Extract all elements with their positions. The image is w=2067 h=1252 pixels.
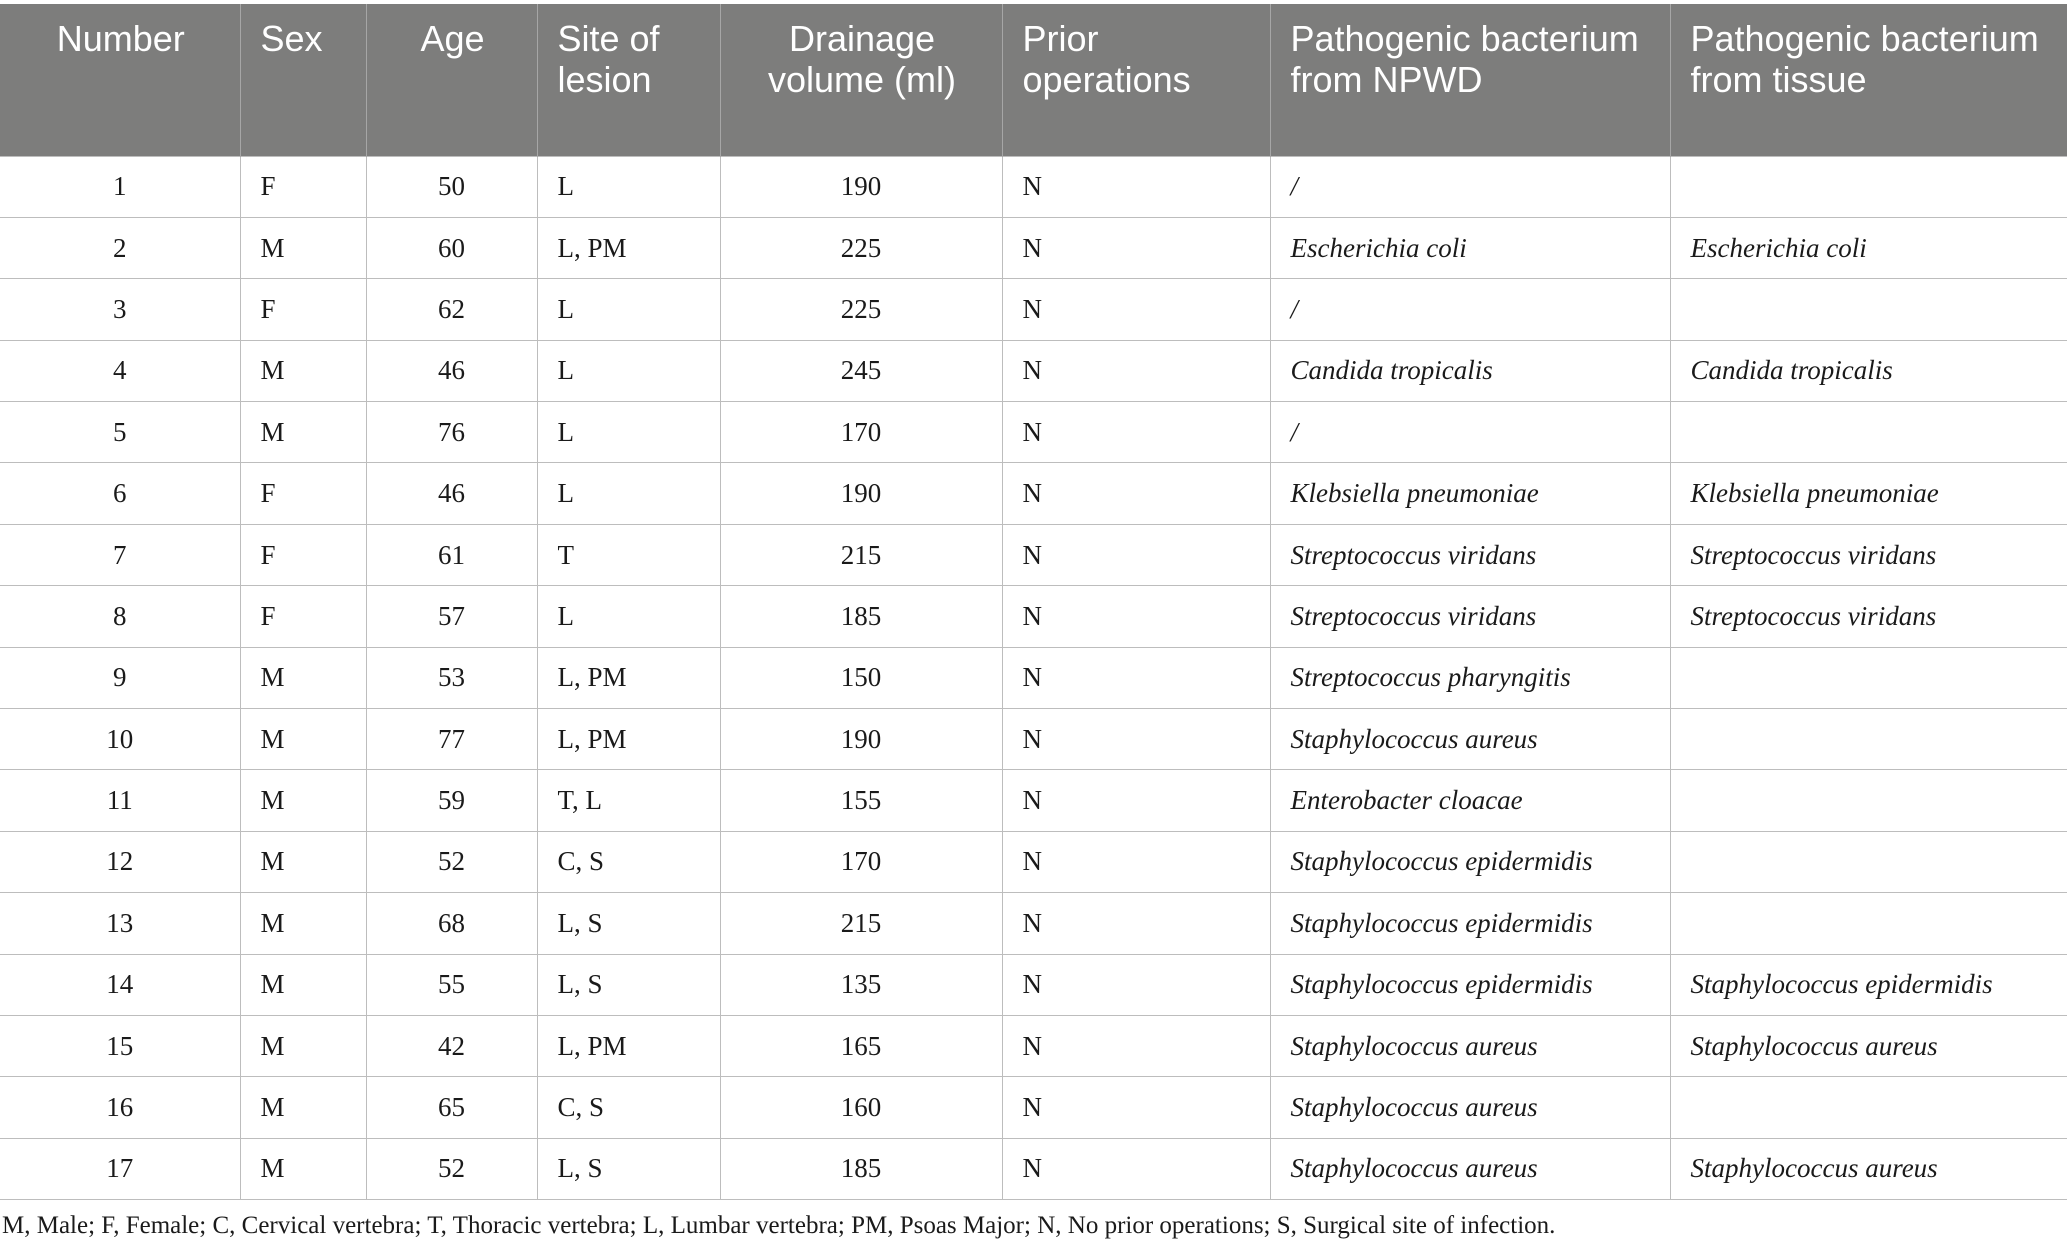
cell-prior-operations: N [1002,954,1270,1015]
cell-number: 7 [0,524,240,585]
cell-number: 17 [0,1138,240,1199]
cell-bacterium-npwd: Staphylococcus aureus [1270,1077,1670,1138]
table-row [0,217,2067,278]
cell-prior-operations: N [1002,831,1270,892]
cell-site-of-lesion: L, PM [537,1015,720,1076]
cell-site-of-lesion: T [537,524,720,585]
header-bacterium-tissue: Pathogenic bacterium from tissue [1670,4,2067,156]
table-row [0,279,2067,340]
cell-site-of-lesion: L [537,156,720,217]
table-row [0,463,2067,524]
cell-drainage-volume: 165 [720,1015,1002,1076]
cell-number: 14 [0,954,240,1015]
cell-bacterium-npwd: Staphylococcus epidermidis [1270,893,1670,954]
cell-prior-operations: N [1002,279,1270,340]
table-row [0,770,2067,831]
cell-prior-operations: N [1002,893,1270,954]
cell-number: 6 [0,463,240,524]
cell-site-of-lesion: L [537,340,720,401]
cell-site-of-lesion: L [537,402,720,463]
cell-bacterium-npwd: Enterobacter cloacae [1270,770,1670,831]
cell-drainage-volume: 190 [720,156,1002,217]
cell-bacterium-tissue: Escherichia coli [1670,217,2067,278]
cell-age: 46 [366,463,537,524]
header-age: Age [366,4,537,156]
cell-age: 60 [366,217,537,278]
cell-site-of-lesion: L, S [537,954,720,1015]
cell-bacterium-npwd: Escherichia coli [1270,217,1670,278]
cell-number: 1 [0,156,240,217]
cell-bacterium-tissue [1670,709,2067,770]
cell-sex: M [240,954,366,1015]
table-row [0,586,2067,647]
cell-drainage-volume: 160 [720,1077,1002,1138]
cell-number: 11 [0,770,240,831]
cell-prior-operations: N [1002,156,1270,217]
table-row [0,340,2067,401]
cell-number: 2 [0,217,240,278]
cell-bacterium-tissue: Klebsiella pneumoniae [1670,463,2067,524]
cell-bacterium-tissue [1670,770,2067,831]
cell-bacterium-tissue: Candida tropicalis [1670,340,2067,401]
cell-sex: M [240,709,366,770]
cell-sex: M [240,647,366,708]
cell-drainage-volume: 190 [720,709,1002,770]
cell-bacterium-tissue [1670,402,2067,463]
cell-sex: F [240,524,366,585]
cell-sex: M [240,1015,366,1076]
cell-sex: M [240,217,366,278]
cell-drainage-volume: 215 [720,893,1002,954]
cell-site-of-lesion: L, PM [537,217,720,278]
cell-site-of-lesion: L, S [537,893,720,954]
cell-prior-operations: N [1002,647,1270,708]
cell-sex: M [240,770,366,831]
table-header-row [0,4,2067,156]
cell-prior-operations: N [1002,770,1270,831]
table-row [0,1077,2067,1138]
cell-drainage-volume: 215 [720,524,1002,585]
cell-bacterium-npwd: / [1270,156,1670,217]
table-row [0,709,2067,770]
cell-number: 16 [0,1077,240,1138]
cell-bacterium-tissue [1670,831,2067,892]
cell-prior-operations: N [1002,586,1270,647]
cell-number: 8 [0,586,240,647]
cell-drainage-volume: 245 [720,340,1002,401]
cell-age: 46 [366,340,537,401]
cell-drainage-volume: 155 [720,770,1002,831]
cell-prior-operations: N [1002,463,1270,524]
cell-drainage-volume: 170 [720,831,1002,892]
cell-sex: M [240,1138,366,1199]
cell-bacterium-tissue: Streptococcus viridans [1670,524,2067,585]
cell-sex: F [240,586,366,647]
cell-bacterium-npwd: Staphylococcus aureus [1270,1015,1670,1076]
cell-bacterium-tissue [1670,279,2067,340]
cell-sex: M [240,831,366,892]
cell-bacterium-npwd: Streptococcus viridans [1270,586,1670,647]
cell-age: 53 [366,647,537,708]
cell-site-of-lesion: C, S [537,831,720,892]
cell-bacterium-npwd: Staphylococcus epidermidis [1270,954,1670,1015]
cell-age: 52 [366,1138,537,1199]
cell-number: 12 [0,831,240,892]
header-sex: Sex [240,4,366,156]
table-row [0,893,2067,954]
cell-age: 57 [366,586,537,647]
table-body [0,156,2067,1200]
table-row [0,524,2067,585]
cell-sex: M [240,402,366,463]
cell-bacterium-npwd: / [1270,402,1670,463]
cell-drainage-volume: 225 [720,217,1002,278]
cell-site-of-lesion: L, PM [537,647,720,708]
cell-bacterium-npwd: Staphylococcus epidermidis [1270,831,1670,892]
table-row [0,402,2067,463]
table-row [0,156,2067,217]
cell-prior-operations: N [1002,709,1270,770]
cell-age: 77 [366,709,537,770]
cell-site-of-lesion: L, PM [537,709,720,770]
cell-bacterium-tissue [1670,156,2067,217]
cell-age: 42 [366,1015,537,1076]
table-row [0,1015,2067,1076]
cell-bacterium-tissue [1670,893,2067,954]
cell-drainage-volume: 185 [720,1138,1002,1199]
cell-bacterium-tissue: Streptococcus viridans [1670,586,2067,647]
cell-prior-operations: N [1002,340,1270,401]
cell-drainage-volume: 185 [720,586,1002,647]
cell-bacterium-npwd: Klebsiella pneumoniae [1270,463,1670,524]
cell-age: 50 [366,156,537,217]
cell-age: 55 [366,954,537,1015]
cell-bacterium-tissue: Staphylococcus aureus [1670,1138,2067,1199]
cell-age: 59 [366,770,537,831]
header-site-of-lesion: Site of lesion [537,4,720,156]
cell-bacterium-npwd: Streptococcus viridans [1270,524,1670,585]
cell-age: 76 [366,402,537,463]
header-prior-operations: Prior operations [1002,4,1270,156]
cell-age: 65 [366,1077,537,1138]
cell-number: 9 [0,647,240,708]
cell-bacterium-tissue [1670,647,2067,708]
cell-drainage-volume: 225 [720,279,1002,340]
table-footnote: M, Male; F, Female; C, Cervical vertebra; T, Thoracic vertebra; L, Lumbar vertebra; PM, Psoas Major; N, No prior operations; S, Surgical site of infection. [2,1212,1556,1239]
cell-number: 13 [0,893,240,954]
cell-bacterium-npwd: Staphylococcus aureus [1270,1138,1670,1199]
cell-sex: M [240,1077,366,1138]
cell-prior-operations: N [1002,524,1270,585]
cell-bacterium-npwd: Candida tropicalis [1270,340,1670,401]
cell-sex: F [240,463,366,524]
cell-age: 61 [366,524,537,585]
cell-prior-operations: N [1002,1138,1270,1199]
cell-site-of-lesion: L [537,279,720,340]
cell-site-of-lesion: L [537,463,720,524]
patient-table [0,4,2067,1200]
cell-drainage-volume: 135 [720,954,1002,1015]
cell-site-of-lesion: L, S [537,1138,720,1199]
cell-prior-operations: N [1002,217,1270,278]
header-bacterium-npwd: Pathogenic bacterium from NPWD [1270,4,1670,156]
cell-prior-operations: N [1002,402,1270,463]
cell-prior-operations: N [1002,1015,1270,1076]
cell-sex: F [240,156,366,217]
cell-site-of-lesion: T, L [537,770,720,831]
cell-number: 4 [0,340,240,401]
cell-bacterium-tissue: Staphylococcus epidermidis [1670,954,2067,1015]
cell-sex: F [240,279,366,340]
cell-bacterium-npwd: Staphylococcus aureus [1270,709,1670,770]
cell-bacterium-npwd: / [1270,279,1670,340]
cell-sex: M [240,893,366,954]
cell-site-of-lesion: C, S [537,1077,720,1138]
table-row [0,954,2067,1015]
cell-number: 5 [0,402,240,463]
header-number: Number [0,4,240,156]
cell-sex: M [240,340,366,401]
table-row [0,831,2067,892]
cell-age: 62 [366,279,537,340]
cell-drainage-volume: 190 [720,463,1002,524]
cell-prior-operations: N [1002,1077,1270,1138]
cell-number: 15 [0,1015,240,1076]
cell-number: 3 [0,279,240,340]
table-row [0,1138,2067,1199]
cell-age: 52 [366,831,537,892]
cell-bacterium-npwd: Streptococcus pharyngitis [1270,647,1670,708]
cell-number: 10 [0,709,240,770]
table-row [0,647,2067,708]
cell-bacterium-tissue: Staphylococcus aureus [1670,1015,2067,1076]
cell-site-of-lesion: L [537,586,720,647]
cell-drainage-volume: 170 [720,402,1002,463]
cell-age: 68 [366,893,537,954]
header-drainage-volume: Drainage volume (ml) [720,4,1002,156]
cell-bacterium-tissue [1670,1077,2067,1138]
cell-drainage-volume: 150 [720,647,1002,708]
